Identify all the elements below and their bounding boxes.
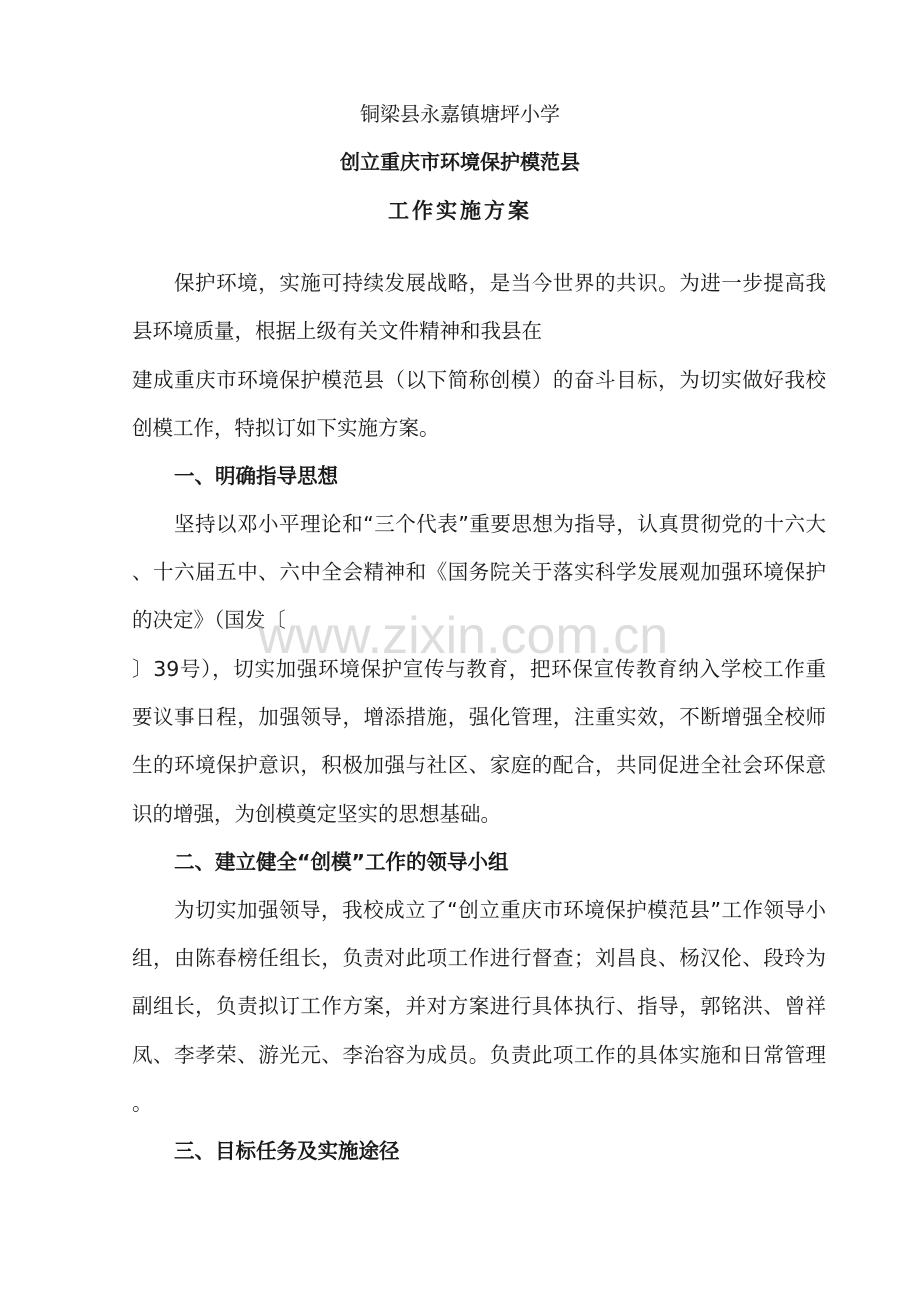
- paragraph-line: 坚持以邓小平理论和“三个代表”重要思想为指导，认真贯彻党的十六大: [174, 512, 826, 536]
- document-subtitle: 工作实施方案: [388, 199, 532, 223]
- intro-line: 保护环境，实施可持续发展战略，是当今世界的共识。为进一步提高我: [174, 271, 826, 295]
- section-heading: 一、明确指导思想: [174, 464, 338, 488]
- watermark: www.zixin.com.cn: [257, 607, 669, 665]
- paragraph-line: 识的增强，为创模奠定坚实的思想基础。: [132, 802, 501, 826]
- paragraph-line: 凤、李孝荣、游光元、李治容为成员。负责此项工作的具体实施和日常管理: [132, 1043, 826, 1067]
- intro-line: 创模工作，特拟订如下实施方案。: [132, 416, 440, 440]
- paragraph-line: 。: [132, 1091, 153, 1115]
- intro-line: 建成重庆市环境保护模范县（以下简称创模）的奋斗目标，为切实做好我校: [132, 368, 826, 392]
- school-name: 铜梁县永嘉镇塘坪小学: [360, 102, 560, 126]
- section-heading: 二、建立健全“创模”工作的领导小组: [174, 850, 509, 874]
- intro-line: 县环境质量，根据上级有关文件精神和我县在: [132, 319, 542, 343]
- paragraph-line: 生的环境保护意识，积极加强与社区、家庭的配合，共同促进全社会环保意: [132, 753, 826, 777]
- paragraph-line: 的决定》（国发〔: [132, 608, 286, 632]
- document-title: 创立重庆市环境保护模范县: [340, 150, 580, 174]
- paragraph-line: 〕39号），切实加强环境保护宣传与教育，把环保宣传教育纳入学校工作重: [132, 657, 826, 681]
- paragraph-line: 为切实加强领导，我校成立了“创立重庆市环境保护模范县”工作领导小: [174, 898, 826, 922]
- paragraph-line: 、十六届五中、六中全会精神和《国务院关于落实科学发展观加强环境保护: [132, 560, 826, 584]
- paragraph-line: 副组长，负责拟订工作方案，并对方案进行具体执行、指导，郭铭洪、曾祥: [132, 994, 826, 1018]
- paragraph-line: 要议事日程，加强领导，增添措施，强化管理，注重实效，不断增强全校师: [132, 705, 826, 729]
- paragraph-line: 组，由陈春榜任组长，负责对此项工作进行督查；刘昌良、杨汉伦、段玲为: [132, 946, 826, 970]
- section-heading: 三、目标任务及实施途径: [174, 1139, 400, 1163]
